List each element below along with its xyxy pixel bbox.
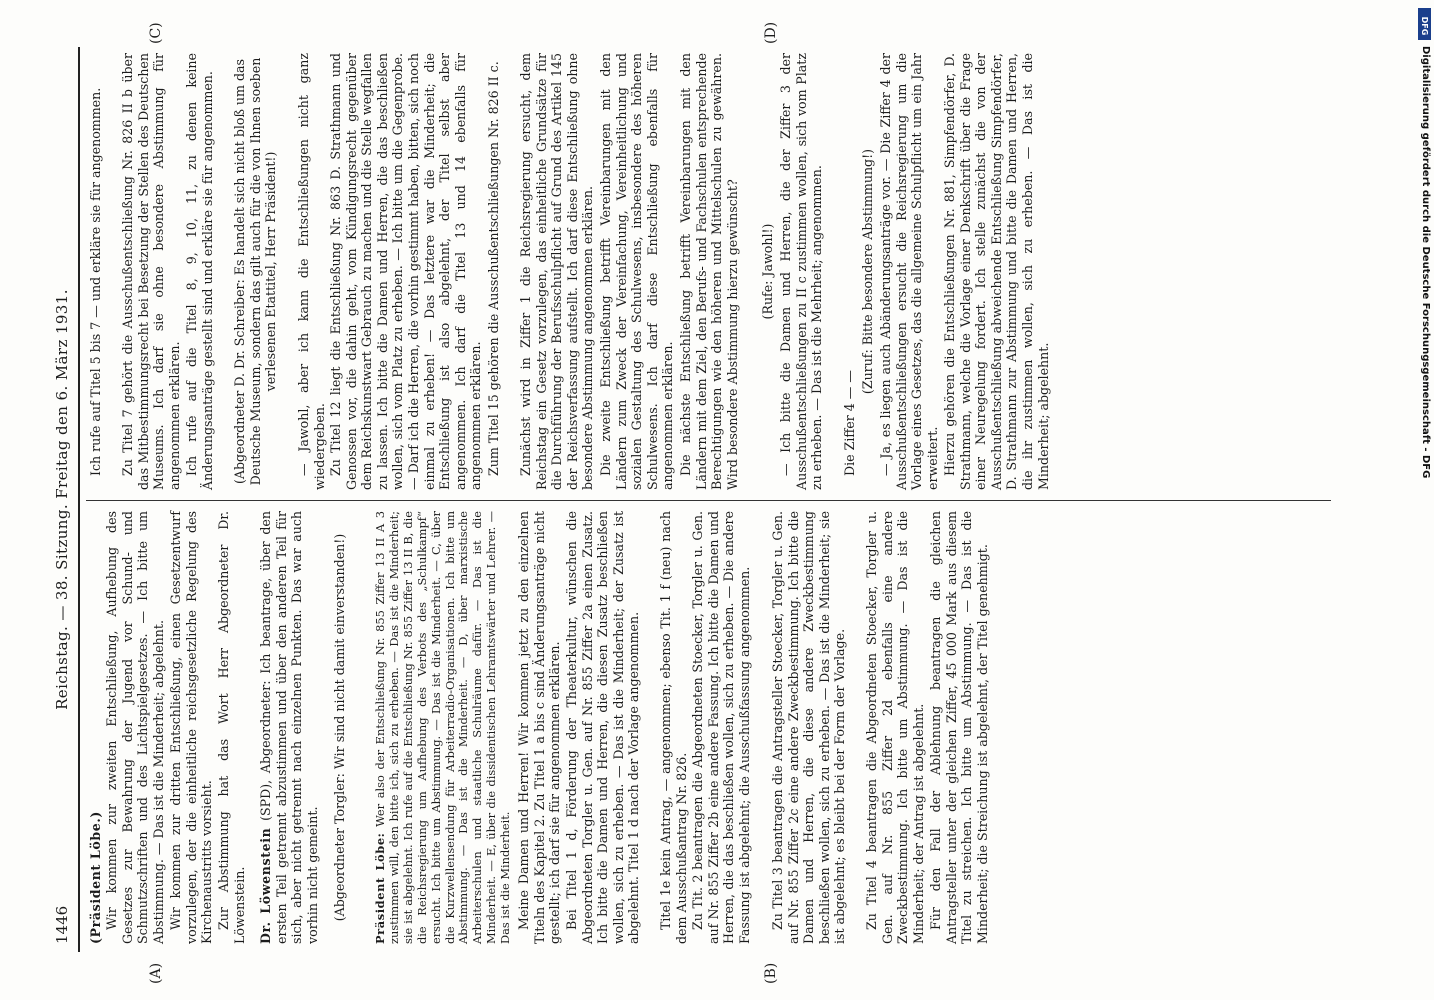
left-paragraph [88, 511, 104, 944]
paragraph-text: Zur Abstimmung hat das Wort Herr Abgeordneter Dr. Löwenstein. [216, 511, 247, 944]
left-paragraph [658, 511, 688, 944]
right-paragraph [518, 53, 596, 490]
paragraph-text: Ich rufe auf Titel 5 bis 7 — und erkläre sie für angenommen. [88, 87, 103, 476]
right-paragraph [232, 53, 294, 490]
paragraph-text: (Abgeordneter Torgler: Wir sind nicht damit einverstanden!) [332, 533, 347, 922]
paragraph-text: Hierzu gehören die Entschließungen Nr. 881, Simpfendörfer, D. Strathmann, welche die Vorlage einer Denkschrift über die Frage einer Neuregelung fordert. Ich stelle zunächst die von der Ausschußentschließung abweichende Entschließung Simpfendörfer, D. Strathmann zur Abstimmung und bitte die Damen und Herren, die ihr zustimmen wollen, sich zu erheben. — Das ist die Minderheit; abgelehnt. [942, 53, 1051, 490]
digitization-credit-strip [1418, 6, 1432, 996]
paragraph-text: (SPD), Abgeordneter: Ich beantrage, über den ersten Teil getrennt abzustimmen und über den anderen Teil für sich, aber nicht getrennt nach einzelnen Punkten. Das war auch vorhin nicht gemeint. [258, 511, 320, 944]
left-paragraph [864, 511, 926, 944]
margin-mark-c: (C) [148, 22, 164, 44]
right-paragraph [88, 53, 118, 490]
right-paragraph [598, 53, 676, 490]
left-paragraph [374, 511, 514, 944]
header-rule [78, 47, 80, 952]
digitization-credit: Digitalisierung gefördert durch die Deutsche Forschungsgemeinschaft - DFG [1420, 46, 1431, 479]
paragraph-text: (Rufe: Jawohl!) [760, 223, 775, 320]
speaker-name: Dr. Löwenstein [258, 827, 273, 944]
paragraph-text: Zu Titel 4 beantragen die Abgeordneten Stoecker, Torgler u. Gen. auf Nr. 855 Ziffer 2d ebenfalls eine andere Zweckbestimmung. Ich bitte um Abstimmung. — Das ist die Minderheit; der Antrag ist abgelehnt. [864, 511, 926, 944]
left-paragraph [216, 511, 246, 944]
paragraph-text: Zunächst wird in Ziffer 1 die Reichsregierung ersucht, dem Reichstag ein Gesetz vorzulegen, das einheitliche Grundsätze für die Durchführung der Berufsschulpflicht auf Grund des Artikel 145 der Reichsverfassung aufstellt. Ich darf diese Entschließung ohne besondere Abstimmung angenommen erklären. [518, 53, 596, 490]
right-paragraph [878, 53, 940, 490]
paragraph-text: Wir kommen zur dritten Entschließung, einen Gesetzentwurf vorzulegen, der die einheitliche reichsgesetzliche Regelung des Kirchenaustritts vorsieht. [168, 511, 215, 944]
right-paragraph [184, 53, 230, 490]
rotated-page [48, 21, 1338, 984]
paragraph-text: — Ich bitte die Damen und Herren, die der Ziffer 3 der Ausschußentschließungen zu II c zustimmen wollen, sich vom Platz zu erheben. — Das ist die Mehrheit; angenommen. [778, 53, 825, 490]
left-paragraph [516, 511, 562, 944]
left-paragraph [928, 511, 1006, 944]
paragraph-text: Die nächste Entschließung betrifft Vereinbarungen mit den Ländern mit dem Ziel, den Berufs- und Fachschulen entsprechende Berechtigungen wie den höheren und Mittelschulen zu gewähren. Wird besondere Abstimmung hierzu gewünscht? [678, 53, 740, 490]
left-paragraph [258, 511, 322, 944]
left-paragraph [104, 511, 166, 944]
paragraph-text: (Zuruf: Bitte besondere Abstimmung!) [860, 148, 875, 395]
right-paragraph [942, 53, 1052, 490]
paragraph-text: Ich rufe auf die Titel 8, 9, 10, 11, zu denen keine Änderungsanträge gestellt sind und erkläre sie für angenommen. [184, 53, 215, 490]
dfg-logo: DFG [1418, 8, 1431, 40]
right-paragraph [486, 53, 516, 490]
left-paragraph [332, 511, 364, 944]
right-paragraph [328, 53, 484, 490]
speaker-name: (Präsident Löbe.) [88, 811, 103, 944]
left-paragraph [168, 511, 214, 944]
paragraph-text: — Jawohl, aber ich kann die Entschließungen nicht ganz wiedergeben. [296, 53, 327, 490]
paragraph-text: — Ja, es liegen auch Abänderungsanträge vor. — Die Ziffer 4 der Ausschußentschließungen ersucht die Reichsregierung um die Vorlage eines Gesetzes, das die allgemeine Schulpflicht um ein Jahr erweitert. [878, 53, 940, 490]
paragraph-text: Zu Titel 12 liegt die Entschließung Nr. 863 D. Strathmann und Genossen vor, die dahin geht, vom Kündigungsrecht gegenüber dem Reichskunstwart Gebrauch zu machen und die Stelle wegfallen zu lassen. Ich bitte die Damen und Herren, die das beschließen wollen, sich vom Platz zu erheben. — Ich bitte um die Gegenprobe. — Darf ich die Herren, die vorhin gestimmt haben, bitten, sich noch einmal zu erheben! — Das letztere war die Minderheit; die Entschließung ist also abgelehnt, der Titel selbst aber angenommen. Ich darf die Titel 13 und 14 ebenfalls für angenommen erklären. [328, 53, 484, 490]
right-paragraph [860, 53, 876, 490]
paragraph-text: Bei Titel 1 d, Förderung der Theaterkultur, wünschen die Abgeordneten Torgler u. Gen. auf Nr. 855 Ziffer 2a einen Zusatz. Ich bitte die Damen und Herren, die diesen Zusatz beschließen wollen, sich zu erheben. — Das ist die Minderheit; der Zusatz ist abgelehnt. Titel 1 d nach der Vorlage angenommen. [564, 511, 642, 944]
paragraph-text: Titel 1e kein Antrag, — angenommen; ebenso Tit. 1 f (neu) nach dem Ausschußantrag Nr. 826. [658, 511, 689, 944]
page-number: 1446 [53, 905, 71, 944]
paragraph-text: Wir kommen zur zweiten Entschließung, Aufhebung des Gesetzes zur Bewahrung der Jugend vor Schund- und Schmutzschriften und des Lichtspielgesetzes. — Ich bitte um Abstimmung. — Das ist die Minderheit; abgelehnt. [104, 511, 166, 944]
right-paragraph [842, 53, 858, 490]
right-paragraph [678, 53, 756, 490]
paragraph-text: Zu Titel 7 gehört die Ausschußentschließung Nr. 826 II b über das Mitbestimmungsrecht bei Besetzung der Stellen des Deutschen Museums. Ich darf sie ohne besondere Abstimmung für angenommen erklären. [120, 53, 182, 490]
left-paragraph [770, 511, 862, 944]
margin-mark-b: (B) [763, 962, 779, 984]
paragraph-text: (Abgeordneter D. Dr. Schreiber: Es handelt sich nicht bloß um das Deutsche Museum, sondern das gilt auch für die von Ihnen soeben verlesenen Etattitel, Herr Präsident!) [232, 57, 279, 486]
right-paragraph [296, 53, 326, 490]
speaker-name: Präsident Löbe: [373, 832, 387, 944]
paragraph-text: Meine Damen und Herren! Wir kommen jetzt zu den einzelnen Titeln des Kapitel 2. Zu Titel 1 a bis c sind Änderungsanträge nicht gestellt; ich darf sie für angenommen erklären. [516, 511, 563, 944]
right-paragraph [760, 53, 776, 490]
running-header [48, 47, 76, 952]
right-paragraph [120, 53, 182, 490]
margin-mark-d: (D) [763, 21, 779, 44]
left-paragraph [690, 511, 768, 944]
paragraph-text: Wer also der Entschließung Nr. 855 Ziffer 13 II A 3 zustimmen will, den bitte ich, sich zu erheben. — Das ist die Minderheit; sie ist abgelehnt. Ich rufe auf die Entschließung Nr. 855 Ziffer 13 II B, die die Reichsregierung um Aufhebung des Verbots des „Schulkampf“ ersucht. Ich bitte um Abstimmung. — Das ist die Minderheit. — C, über die Kurzwellensendung für Arbeiterradio-Organisationen. Ich bitte um Abstimmung. — Das ist die Minderheit. — D, über marxistische Arbeiterschulen und staatliche Schulräume dafür. — Das ist die Minderheit. — E, über die dissidentischen Lehramtswärter und Lehrer. — Das ist die Minderheit. [373, 511, 513, 944]
margin-mark-a: (A) [148, 962, 164, 984]
column-divider [86, 500, 1331, 501]
paragraph-text: Zum Titel 15 gehören die Ausschußentschließungen Nr. 826 II c. [486, 61, 501, 476]
paragraph-text: Zu Tit. 2 beantragen die Abgeordneten Stoecker, Torgler u. Gen. auf Nr. 855 Ziffer 2b eine andere Fassung. Ich bitte die Damen und Herren, die das beschließen wollen, sich zu erheben. — Die andere Fassung ist abgelehnt; die Ausschußfassung angenommen. [690, 511, 752, 944]
running-head-title: Reichstag. — 38. Sitzung. Freitag den 6. März 1931. [53, 289, 71, 710]
paragraph-text: Für den Fall der Ablehnung beantragen die gleichen Antragsteller unter der gleichen Ziffer, 45 000 Mark aus diesem Titel zu streichen. Ich bitte um Abstimmung. — Das ist die Minderheit; die Streichung ist abgelehnt, der Titel genehmigt. [928, 511, 990, 944]
right-paragraph [778, 53, 840, 490]
paragraph-text: Zu Titel 3 beantragen die Antragsteller Stoecker, Torgler u. Gen. auf Nr. 855 Ziffer 2c eine andere Zweckbestimmung. Ich bitte die Damen und Herren, die diese andere Zweckbestimmung beschließen wollen, sich zu erheben. — Das ist die Minderheit; sie ist abgelehnt; es bleibt bei der Form der Vorlage. [770, 511, 848, 944]
paragraph-text: Die Ziffer 4 — — [842, 370, 857, 476]
paragraph-text: Die zweite Entschließung betrifft Vereinbarungen mit den Ländern zum Zweck der Vereinfachung, Vereinheitlichung und sozialen Gestaltung des Schulwesens, insbesondere des höheren Schulwesens. Ich darf diese Entschließung ebenfalls für angenommen erklären. [598, 53, 676, 490]
left-paragraph [564, 511, 656, 944]
